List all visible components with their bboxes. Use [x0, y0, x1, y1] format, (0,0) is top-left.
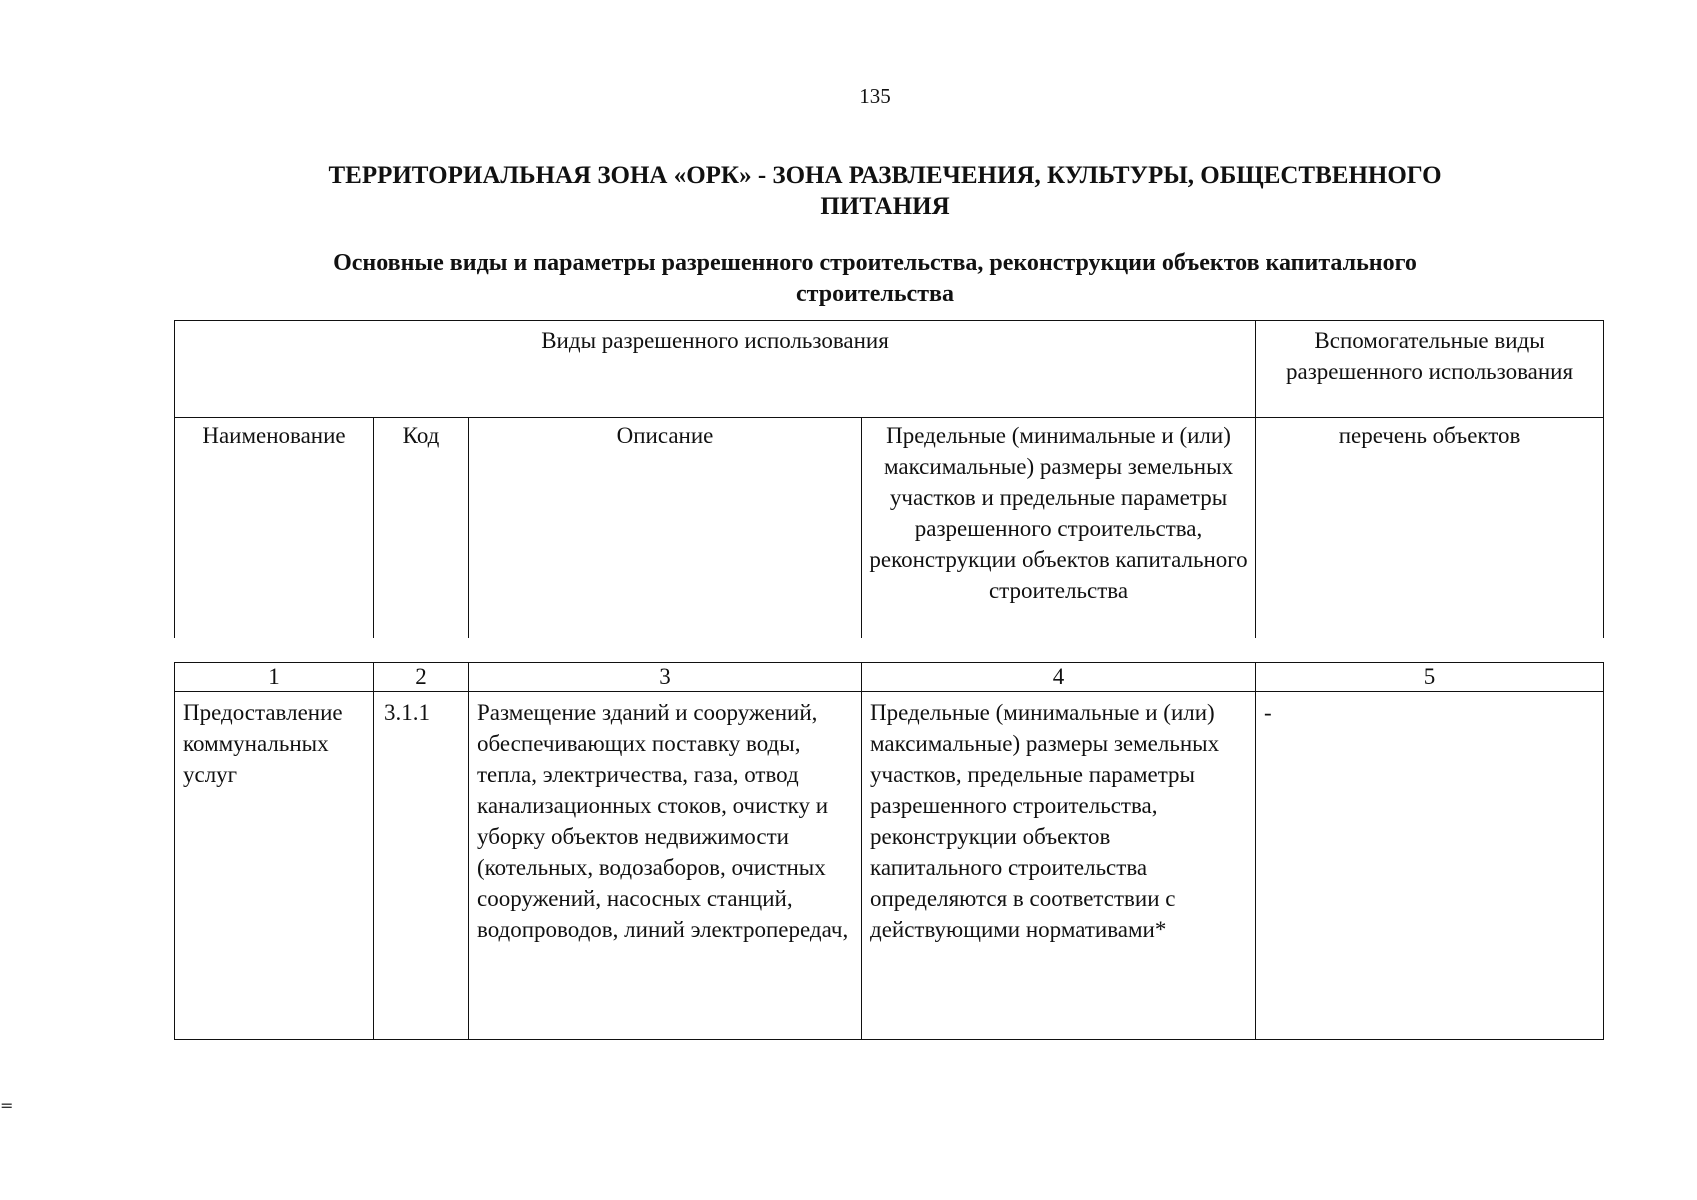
column-number: 3: [469, 663, 862, 692]
header-description: Описание: [469, 418, 862, 639]
column-number: 4: [862, 663, 1256, 692]
header-name: Наименование: [175, 418, 374, 639]
header-code: Код: [374, 418, 469, 639]
section-title: Основные виды и параметры разрешенного строительства, реконструкции объектов капитального строительства: [333, 250, 1417, 307]
cell-name: Предоставление коммунальных услуг: [175, 692, 374, 1040]
table-row: [175, 692, 1604, 1040]
header-parameters: Предельные (минимальные и (или) максимальные) размеры земельных участков и предельные параметры разрешенного строительства, реконструкции объектов капитального строительства: [862, 418, 1256, 639]
header-group-auxiliary: Вспомогательные виды разрешенного использования: [1256, 321, 1604, 418]
page-number: 135: [859, 84, 891, 108]
header-column-row: [175, 418, 1604, 639]
cell-description: Размещение зданий и сооружений, обеспечивающих поставку воды, тепла, электричества, газа, отвод канализационных стоков, очистку и уборку объектов недвижимости (котельных, водозаборов, очистных сооружений, насосных станций, водопроводов, линий электропередач,: [469, 692, 862, 1040]
body-table: [174, 662, 1604, 1040]
header-object-list: перечень объектов: [1256, 418, 1604, 639]
zone-title: ТЕРРИТОРИАЛЬНАЯ ЗОНА «ОРК» - ЗОНА РАЗВЛЕЧЕНИЯ, КУЛЬТУРЫ, ОБЩЕСТВЕННОГО ПИТАНИЯ: [328, 162, 1442, 220]
column-number-row: [175, 663, 1604, 692]
cell-code: 3.1.1: [374, 692, 469, 1040]
column-number: 5: [1256, 663, 1604, 692]
header-group-row: [175, 321, 1604, 418]
header-table: [174, 320, 1604, 638]
column-number: 1: [175, 663, 374, 692]
column-number: 2: [374, 663, 469, 692]
margin-mark: =: [0, 1096, 14, 1115]
header-group-main: Виды разрешенного использования: [175, 321, 1256, 418]
cell-parameters: Предельные (минимальные и (или) максимальные) размеры земельных участков, предельные параметры разрешенного строительства, реконструкции объектов капитального строительства определяются в соответствии с действующими нормативами*: [862, 692, 1256, 1040]
cell-auxiliary: -: [1256, 692, 1604, 1040]
